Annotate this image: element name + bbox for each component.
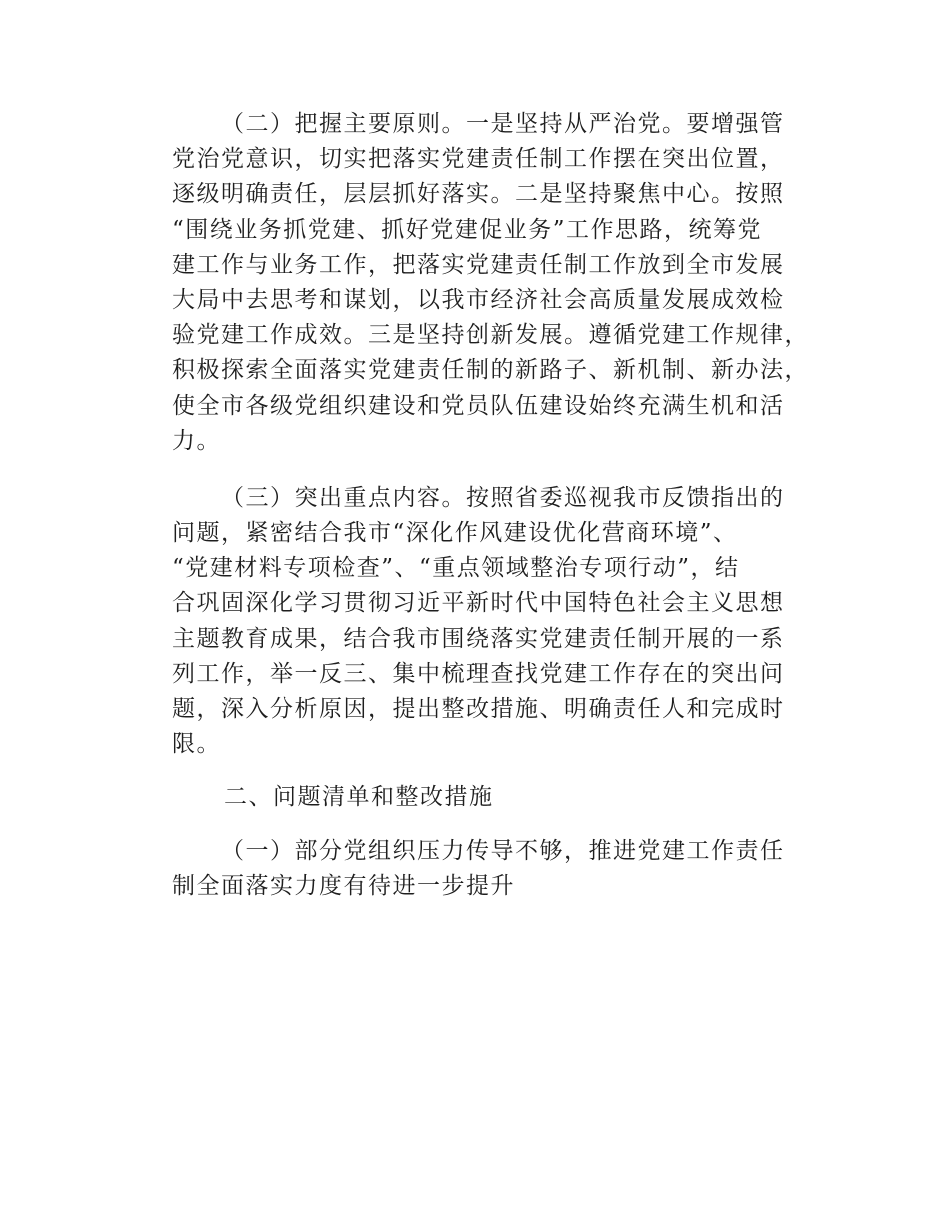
paragraph-line: 党治党意识，切实把落实党建责任制工作摆在突出位置，	[172, 146, 785, 173]
paragraph-line: 主题教育成果，结合我市围绕落实党建责任制开展的一系	[172, 625, 785, 652]
paragraph-line: 制全面落实力度有待进一步提升	[172, 872, 515, 899]
paragraph-line: 逐级明确责任，层层抓好落实。二是坚持聚焦中心。按照	[172, 181, 785, 208]
paragraph-key-content	[172, 481, 802, 763]
paragraph-line: 力。	[172, 427, 221, 454]
paragraph-line: 问题，紧密结合我市“深化作风建设优化营商环境”、	[172, 520, 738, 547]
section-heading	[172, 780, 802, 815]
paragraph-line: 大局中去思考和谋划，以我市经济社会高质量发展成效检	[172, 286, 785, 313]
paragraph-line: 积极探索全面落实党建责任制的新路子、新机制、新办法，	[172, 357, 809, 384]
paragraph-line: （二）把握主要原则。一是坚持从严治党。要增强管	[221, 111, 785, 137]
paragraph-line: （三）突出重点内容。按照省委巡视我市反馈指出的	[221, 484, 785, 511]
paragraph-line: （一）部分党组织压力传导不够，推进党建工作责任	[221, 837, 785, 864]
paragraph-issue-one	[172, 834, 802, 904]
section-heading-text: 二、问题清单和整改措施	[224, 784, 494, 811]
paragraph-line: 合巩固深化学习贯彻习近平新时代中国特色社会主义思想	[172, 590, 785, 617]
paragraph-line: 使全市各级党组织建设和党员队伍建设始终充满生机和活	[172, 392, 785, 419]
paragraph-line: “党建材料专项检查”、“重点领域整治专项行动”，结	[172, 555, 740, 582]
paragraph-line: 建工作与业务工作，把落实党建责任制工作放到全市发展	[172, 251, 785, 278]
paragraph-line: 题，深入分析原因，提出整改措施、明确责任人和完成时	[172, 696, 785, 722]
paragraph-line: 列工作，举一反三、集中梳理查找党建工作存在的突出问	[172, 660, 785, 687]
paragraph-line: 验党建工作成效。三是坚持创新发展。遵循党建工作规律，	[172, 322, 809, 349]
paragraph-principles	[172, 107, 809, 459]
paragraph-line: “围绕业务抓党建、抓好党建促业务”工作思路，统筹党	[172, 216, 763, 243]
paragraph-line: 限。	[172, 731, 221, 758]
document-body	[172, 107, 809, 904]
